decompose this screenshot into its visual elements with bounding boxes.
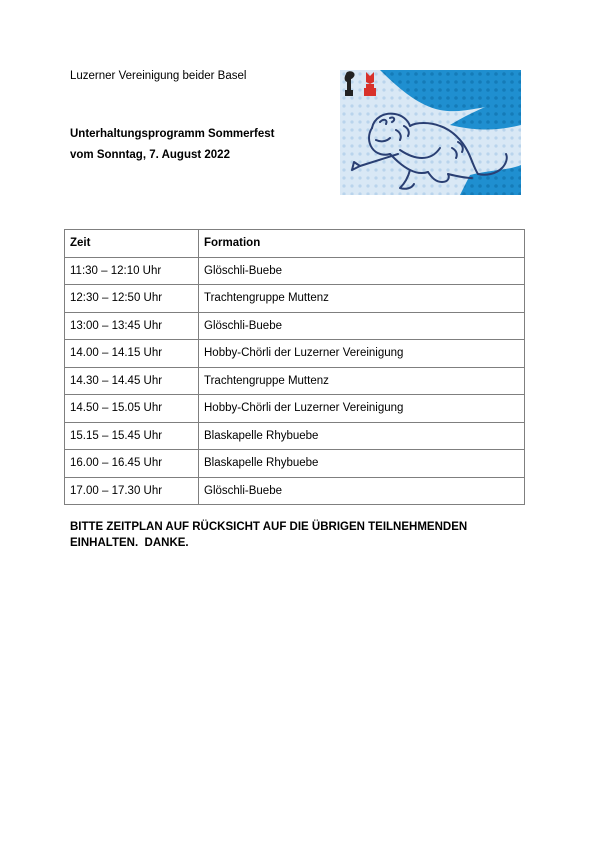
title-line: Unterhaltungsprogramm Sommerfest [70,128,275,140]
column-header-formation: Formation [199,230,525,258]
time-cell: 11:30 – 12:10 Uhr [65,257,199,285]
table-row [65,367,525,395]
formation-cell: Glöschli-Buebe [199,257,525,285]
table-row [65,422,525,450]
formation-cell: Hobby-Chörli der Luzerner Vereinigung [199,340,525,368]
time-cell: 15.15 – 15.45 Uhr [65,422,199,450]
table-row [65,395,525,423]
date-line: vom Sonntag, 7. August 2022 [70,149,230,161]
table-row [65,340,525,368]
formation-cell: Trachtengruppe Muttenz [199,367,525,395]
formation-cell: Glöschli-Buebe [199,312,525,340]
formation-cell: Glöschli-Buebe [199,477,525,505]
schedule-table [64,229,525,505]
formation-cell: Trachtengruppe Muttenz [199,285,525,313]
formation-cell: Blaskapelle Rhybuebe [199,422,525,450]
formation-cell: Blaskapelle Rhybuebe [199,450,525,478]
notice-line: EINHALTEN. DANKE. [70,537,189,549]
time-cell: 16.00 – 16.45 Uhr [65,450,199,478]
lion-logo-icon [340,70,521,195]
table-row [65,477,525,505]
notice-line: BITTE ZEITPLAN AUF RÜCKSICHT AUF DIE ÜBRIGEN TEILNEHMENDEN [70,521,468,533]
table-row [65,257,525,285]
time-cell: 14.30 – 14.45 Uhr [65,367,199,395]
time-cell: 17.00 – 17.30 Uhr [65,477,199,505]
table-row [65,312,525,340]
notice-text [70,519,540,551]
event-title [70,124,274,166]
time-cell: 14.50 – 15.05 Uhr [65,395,199,423]
formation-cell: Hobby-Chörli der Luzerner Vereinigung [199,395,525,423]
table-row [65,450,525,478]
time-cell: 12:30 – 12:50 Uhr [65,285,199,313]
organization-name: Luzerner Vereinigung beider Basel [70,70,247,82]
time-cell: 14.00 – 14.15 Uhr [65,340,199,368]
table-row [65,285,525,313]
column-header-time: Zeit [65,230,199,258]
time-cell: 13:00 – 13:45 Uhr [65,312,199,340]
table-header-row [65,230,525,258]
